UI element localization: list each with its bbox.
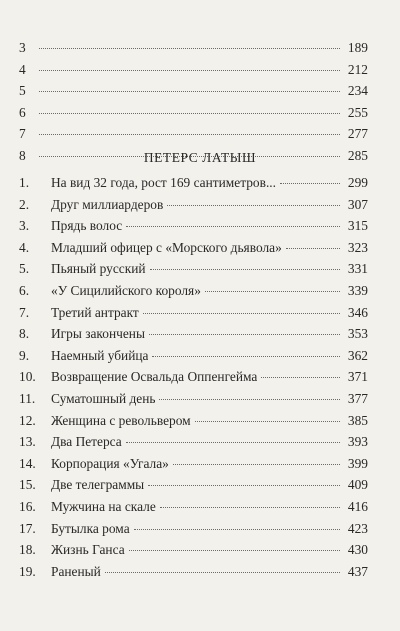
toc-entry [19, 496, 368, 518]
toc-part-1 [19, 37, 368, 167]
page-number: 189 [347, 40, 368, 55]
toc-entry [19, 539, 368, 561]
chapter-number: 12. [19, 412, 36, 428]
chapter-number: 3. [19, 218, 30, 234]
dot-leader [205, 291, 340, 292]
page-number: 437 [347, 563, 368, 579]
toc-entry [19, 215, 368, 237]
dot-leader [159, 399, 340, 400]
page-number: 255 [347, 104, 368, 120]
toc-entry [19, 366, 368, 388]
chapter-title: «У Сицилийского короля» [51, 282, 201, 298]
page-number: 353 [347, 326, 368, 342]
page-number: 331 [347, 261, 368, 277]
dot-leader [195, 421, 340, 422]
dot-leader [134, 529, 340, 530]
page-number: 416 [347, 498, 368, 514]
page-number: 277 [347, 126, 368, 142]
page-number: 377 [347, 390, 368, 406]
chapter-title: Женщина с револьвером [51, 412, 191, 428]
chapter-number: 19. [19, 563, 36, 579]
page-number: 307 [347, 196, 368, 212]
dot-leader [143, 313, 340, 314]
toc-entry [19, 345, 368, 367]
chapter-number: 6 [19, 104, 26, 120]
toc-entry [19, 59, 368, 81]
page-number: 285 [347, 147, 368, 163]
chapter-title: Жизнь Ганса [51, 542, 125, 558]
dot-leader [129, 550, 340, 551]
dot-leader [39, 70, 340, 71]
chapter-title: Мужчина на скале [51, 498, 156, 514]
dot-leader [149, 334, 340, 335]
chapter-number: 5 [19, 83, 26, 99]
toc-entry [19, 431, 368, 453]
chapter-title: На вид 32 года, рост 169 сантиметров... [51, 175, 276, 190]
chapter-title: Третий антракт [51, 304, 139, 320]
chapter-number: 18. [19, 542, 36, 558]
dot-leader [152, 356, 340, 357]
page-number: 346 [347, 304, 368, 320]
page-number: 371 [347, 369, 368, 385]
toc-entry [19, 453, 368, 475]
dot-leader [167, 205, 340, 206]
chapter-number: 10. [19, 369, 36, 385]
chapter-title: Игры закончены [51, 326, 145, 342]
chapter-number: 3 [19, 40, 26, 55]
toc-entry [19, 518, 368, 540]
dot-leader [39, 134, 340, 135]
chapter-title: Прядь волос [51, 218, 123, 234]
chapter-title: Раненый [51, 563, 101, 579]
toc-entry [19, 474, 368, 496]
page-number: 323 [347, 239, 368, 255]
toc-entry [19, 102, 368, 124]
toc-entry [19, 80, 368, 102]
chapter-number: 13. [19, 434, 36, 450]
page-number: 299 [347, 175, 368, 190]
chapter-number: 4. [19, 239, 30, 255]
dot-leader [39, 91, 340, 92]
toc-entry [19, 280, 368, 302]
chapter-number: 7 [19, 126, 26, 142]
chapter-number: 6. [19, 282, 30, 298]
page-number: 393 [347, 434, 368, 450]
chapter-number: 9. [19, 347, 30, 363]
toc-entry [19, 302, 368, 324]
chapter-number: 8 [19, 147, 26, 163]
page-number: 423 [347, 520, 368, 536]
chapter-title: Бутылка рома [51, 520, 130, 536]
dot-leader [261, 377, 340, 378]
toc-entry [19, 561, 368, 583]
toc-entry [19, 37, 368, 59]
chapter-number: 2. [19, 196, 30, 212]
dot-leader [105, 572, 340, 573]
dot-leader [280, 183, 340, 184]
chapter-number: 11. [19, 390, 36, 406]
chapter-number: 15. [19, 477, 36, 493]
page-number: 399 [347, 455, 368, 471]
chapter-title: Наемный убийца [51, 347, 149, 363]
page-number: 362 [347, 347, 368, 363]
page-number: 234 [347, 83, 368, 99]
chapter-title: Два Петерса [51, 434, 122, 450]
page-number: 339 [347, 282, 368, 298]
dot-leader [173, 464, 340, 465]
chapter-title: Корпорация «Угала» [51, 455, 169, 471]
chapter-number: 7. [19, 304, 30, 320]
toc-entry [19, 237, 368, 259]
page-number: 315 [347, 218, 368, 234]
chapter-title: Друг миллиардеров [51, 196, 164, 212]
chapter-title: Две телеграммы [51, 477, 145, 493]
dot-leader [126, 226, 340, 227]
dot-leader [160, 507, 340, 508]
dot-leader [39, 113, 340, 114]
toc-entry [19, 258, 368, 280]
toc-entry [19, 123, 368, 145]
chapter-title: Пьяный русский [51, 261, 146, 277]
toc-part-2 [19, 172, 368, 582]
page-number: 409 [347, 477, 368, 493]
toc-entry [19, 410, 368, 432]
chapter-number: 14. [19, 455, 36, 471]
dot-leader [39, 48, 340, 49]
dot-leader [286, 248, 340, 249]
chapter-number: 8. [19, 326, 30, 342]
toc-entry [19, 388, 368, 410]
page-number: 430 [347, 542, 368, 558]
part-heading: ПЕТЕРС ЛАТЫШ [143, 150, 257, 165]
toc-entry [19, 172, 368, 194]
page-number: 212 [347, 61, 368, 77]
dot-leader [150, 269, 340, 270]
chapter-number: 4 [19, 61, 26, 77]
toc-entry [19, 323, 368, 345]
chapter-title: Младший офицер с «Морского дьявола» [51, 239, 282, 255]
chapter-number: 16. [19, 498, 36, 514]
chapter-title: Возвращение Освальда Оппенгейма [51, 369, 258, 385]
page-number: 385 [347, 412, 368, 428]
toc-entry [19, 194, 368, 216]
chapter-title: Суматошный день [51, 390, 156, 406]
chapter-number: 5. [19, 261, 30, 277]
chapter-number: 17. [19, 520, 36, 536]
dot-leader [148, 485, 340, 486]
dot-leader [126, 442, 340, 443]
chapter-number: 1. [19, 175, 30, 190]
